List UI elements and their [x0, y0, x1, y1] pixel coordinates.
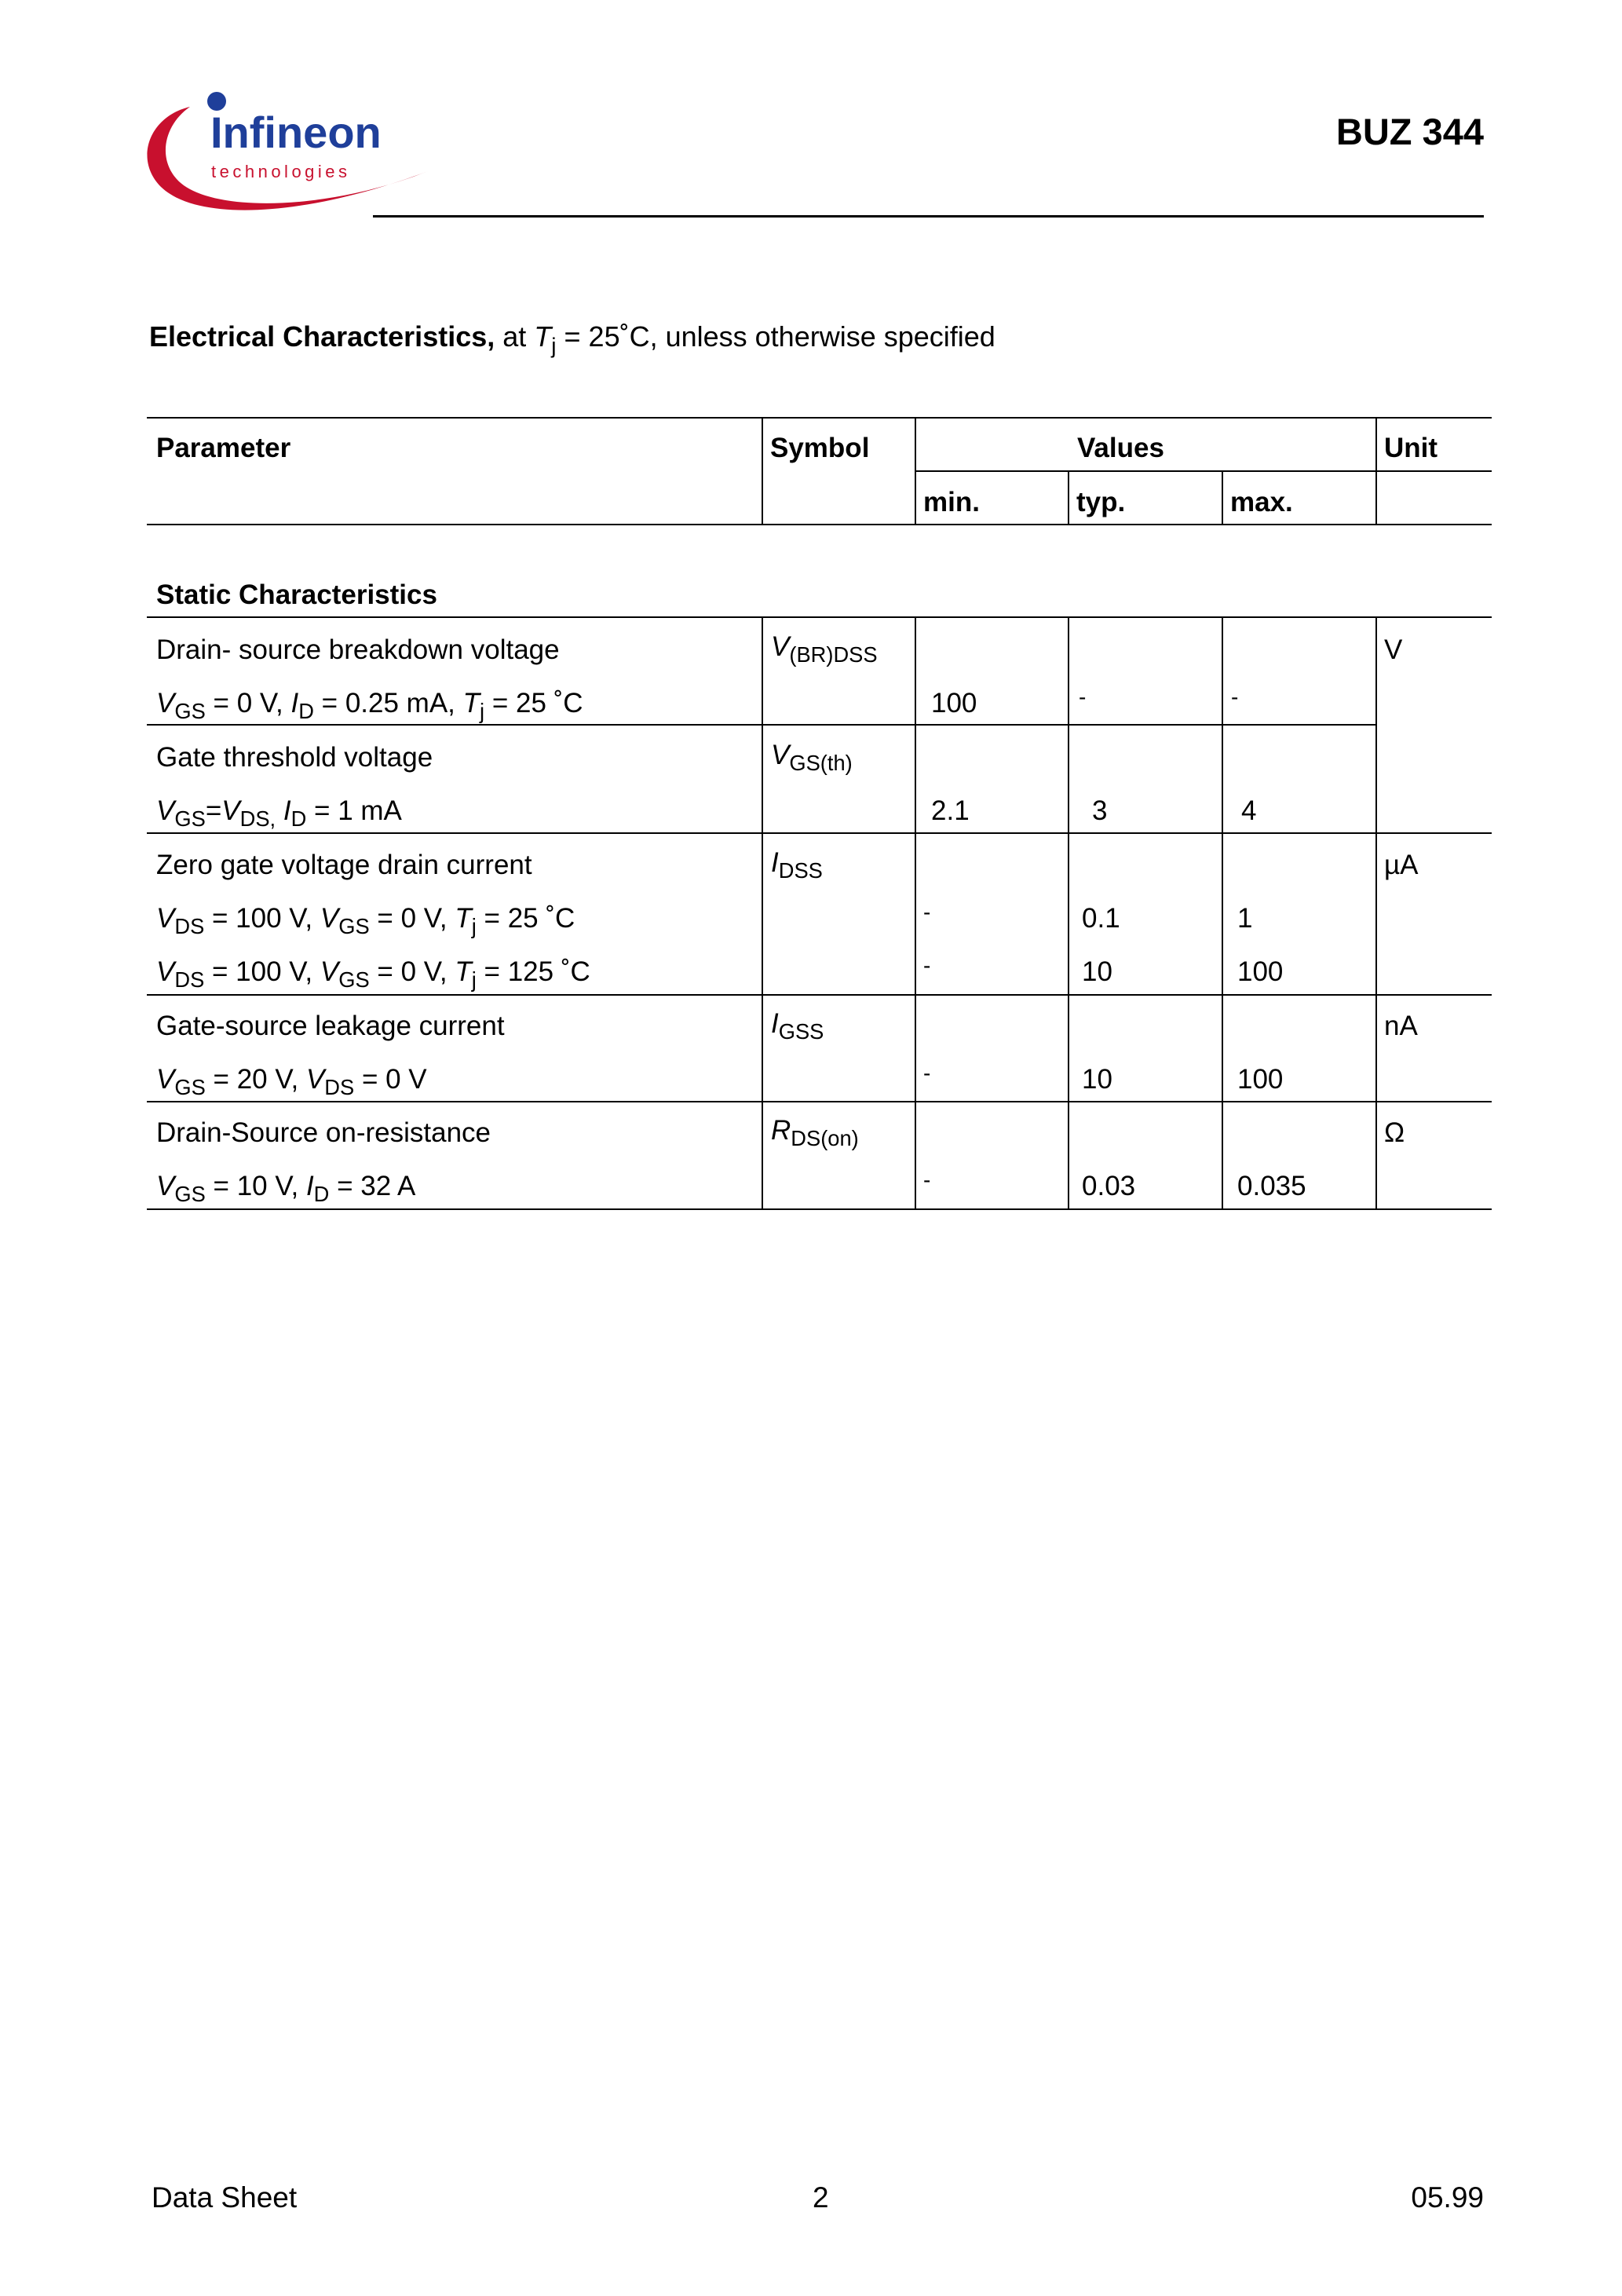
table-rule-section: [147, 616, 1492, 618]
table-rule-row4: [147, 1101, 1492, 1102]
cond-sub: GS: [174, 1075, 206, 1100]
row4-condition: [156, 1064, 427, 1100]
row2-parameter: Gate threshold voltage: [156, 742, 433, 773]
row1-typ: -: [1079, 685, 1087, 709]
subtitle-t: T: [534, 320, 552, 353]
row4-symbol-main: I: [771, 1008, 779, 1039]
cond-sub: j: [471, 967, 477, 993]
header-symbol: Symbol: [770, 433, 870, 463]
section-static-title: Static Characteristics: [156, 579, 437, 610]
cond-sub: GS: [174, 699, 206, 724]
header-unit: Unit: [1384, 433, 1438, 463]
row3-typ-2: 10: [1082, 956, 1112, 987]
col-rule-min: [915, 616, 916, 1208]
logo-wordmark: Infineon: [210, 108, 382, 157]
row4-unit: nA: [1384, 1011, 1418, 1041]
cond-var: I: [290, 688, 299, 718]
cond-text: [276, 795, 283, 826]
col-rule-typ-h: [1068, 470, 1069, 524]
cond-var: V: [156, 688, 175, 718]
footer-page-number: 2: [813, 2181, 829, 2214]
row4-parameter: Gate-source leakage current: [156, 1011, 505, 1041]
row1-condition: [156, 688, 583, 724]
row1-unit: V: [1384, 634, 1403, 665]
row3-min-2: -: [923, 953, 931, 978]
cond-var: T: [462, 688, 480, 718]
row5-parameter: Drain-Source on-resistance: [156, 1117, 491, 1148]
header-typ: typ.: [1076, 487, 1126, 517]
cond-sub: DS: [324, 1075, 355, 1100]
infineon-logo: [141, 85, 432, 225]
cond-var: I: [283, 795, 291, 826]
cond-text: = 25 ˚C: [484, 688, 583, 718]
cond-text: = 20 V,: [205, 1064, 306, 1095]
cond-var: V: [156, 1064, 175, 1095]
row1-max: -: [1231, 685, 1239, 709]
part-number: BUZ 344: [1335, 111, 1484, 152]
row5-symbol-main: R: [771, 1115, 791, 1146]
row3-min-1: -: [923, 900, 931, 924]
cond-sub: D: [313, 1182, 330, 1207]
cond-sub: DS: [174, 967, 205, 993]
subtitle-j: j: [551, 333, 557, 358]
table-rule-top: [147, 417, 1492, 419]
cond-var: V: [156, 1171, 175, 1201]
row5-unit: Ω: [1384, 1117, 1405, 1148]
row3-parameter: Zero gate voltage drain current: [156, 850, 532, 880]
subtitle-pre: at: [495, 320, 535, 353]
cond-var: T: [455, 956, 472, 987]
logo-swoosh-graphic: [141, 85, 432, 225]
cond-var: V: [320, 956, 339, 987]
cond-sub: GS: [174, 1182, 206, 1207]
table-rule-header-bottom: [147, 524, 1492, 525]
row5-condition: [156, 1171, 416, 1207]
col-rule-symbol: [762, 616, 763, 1208]
cond-var: V: [156, 795, 175, 826]
cond-text: = 0 V,: [369, 903, 455, 934]
row5-symbol-sub: DS(on): [791, 1126, 859, 1151]
row4-max: 100: [1237, 1064, 1284, 1095]
cond-sub: GS: [338, 914, 370, 939]
row3-typ-1: 0.1: [1082, 903, 1120, 934]
row3-symbol-sub: DSS: [778, 858, 823, 883]
cond-text: = 0 V: [354, 1064, 427, 1095]
row5-symbol: [771, 1115, 859, 1151]
cond-sub: D: [290, 806, 307, 832]
cond-text: = 100 V,: [204, 903, 320, 934]
row3-max-1: 1: [1237, 903, 1253, 934]
row2-typ: 3: [1092, 795, 1108, 826]
cond-text: = 25 ˚C: [476, 903, 575, 934]
cond-var: V: [305, 1064, 325, 1095]
cond-sub: j: [480, 699, 485, 724]
row2-max: 4: [1241, 795, 1257, 826]
row3-max-2: 100: [1237, 956, 1284, 987]
header-values: Values: [1077, 433, 1164, 463]
subtitle-post: = 25˚C, unless otherwise specified: [556, 320, 995, 353]
row2-symbol: [771, 740, 853, 776]
cond-text: = 0.25 mA,: [313, 688, 463, 718]
row2-condition: [156, 795, 402, 832]
logo-tagline: technologies: [211, 162, 351, 181]
col-rule-symbol-h: [762, 417, 763, 524]
row3-condition-1: [156, 903, 575, 939]
col-rule-unit: [1375, 616, 1377, 1208]
row3-condition-2: [156, 956, 590, 993]
cond-var: V: [156, 956, 175, 987]
cond-text: = 1 mA: [306, 795, 402, 826]
cond-sub: j: [471, 914, 477, 939]
cond-var: T: [455, 903, 472, 934]
cond-sub: GS: [338, 967, 370, 993]
header-min: min.: [923, 487, 980, 517]
row4-symbol-sub: GSS: [778, 1019, 824, 1044]
row4-typ: 10: [1082, 1064, 1112, 1095]
col-rule-max: [1222, 616, 1223, 1208]
table-rule-values-sub: [915, 470, 1492, 472]
row3-unit: µA: [1384, 850, 1419, 880]
cond-text: = 125 ˚C: [476, 956, 590, 987]
row5-min: -: [923, 1168, 931, 1192]
cond-text: = 100 V,: [204, 956, 320, 987]
cond-text: = 32 A: [329, 1171, 416, 1201]
cond-text: =: [205, 795, 222, 826]
cond-var: V: [156, 903, 175, 934]
cond-var: I: [305, 1171, 314, 1201]
table-rule-bottom: [147, 1208, 1492, 1210]
row1-symbol-main: V: [771, 631, 790, 662]
col-rule-max-h: [1222, 470, 1223, 524]
cond-sub: D: [298, 699, 314, 724]
cond-sub: GS: [174, 806, 206, 832]
row3-symbol: [771, 847, 823, 883]
col-rule-min-h: [915, 417, 916, 524]
header-max: max.: [1230, 487, 1293, 517]
header-parameter: Parameter: [156, 433, 291, 463]
section-subtitle: [149, 320, 995, 358]
col-rule-typ: [1068, 616, 1069, 1208]
cond-text: = 0 V,: [369, 956, 455, 987]
row5-typ: 0.03: [1082, 1171, 1136, 1201]
cond-var: V: [320, 903, 339, 934]
table-rule-row2: [147, 832, 1492, 834]
cond-text: = 10 V,: [205, 1171, 306, 1201]
row2-min: 2.1: [931, 795, 970, 826]
row4-symbol: [771, 1008, 824, 1044]
row1-min: 100: [931, 688, 977, 718]
row2-symbol-main: V: [771, 740, 790, 770]
subtitle-bold: Electrical Characteristics,: [149, 320, 495, 353]
row1-symbol: [771, 631, 878, 667]
cond-text: = 0 V,: [205, 688, 291, 718]
row4-min: -: [923, 1061, 931, 1085]
row1-parameter: Drain- source breakdown voltage: [156, 634, 560, 665]
row3-symbol-main: I: [771, 847, 779, 878]
cond-var: V: [221, 795, 240, 826]
col-rule-unit-h: [1375, 417, 1377, 524]
cond-sub: DS,: [239, 806, 276, 832]
row5-max: 0.035: [1237, 1171, 1306, 1201]
table-rule-row3: [147, 994, 1492, 996]
header-rule: [373, 215, 1484, 218]
row2-symbol-sub: GS(th): [789, 751, 853, 776]
cond-sub: DS: [174, 914, 205, 939]
row1-symbol-sub: (BR)DSS: [789, 642, 878, 667]
footer-date: 05.99: [1411, 2181, 1484, 2214]
footer-doc-type: Data Sheet: [152, 2181, 298, 2214]
